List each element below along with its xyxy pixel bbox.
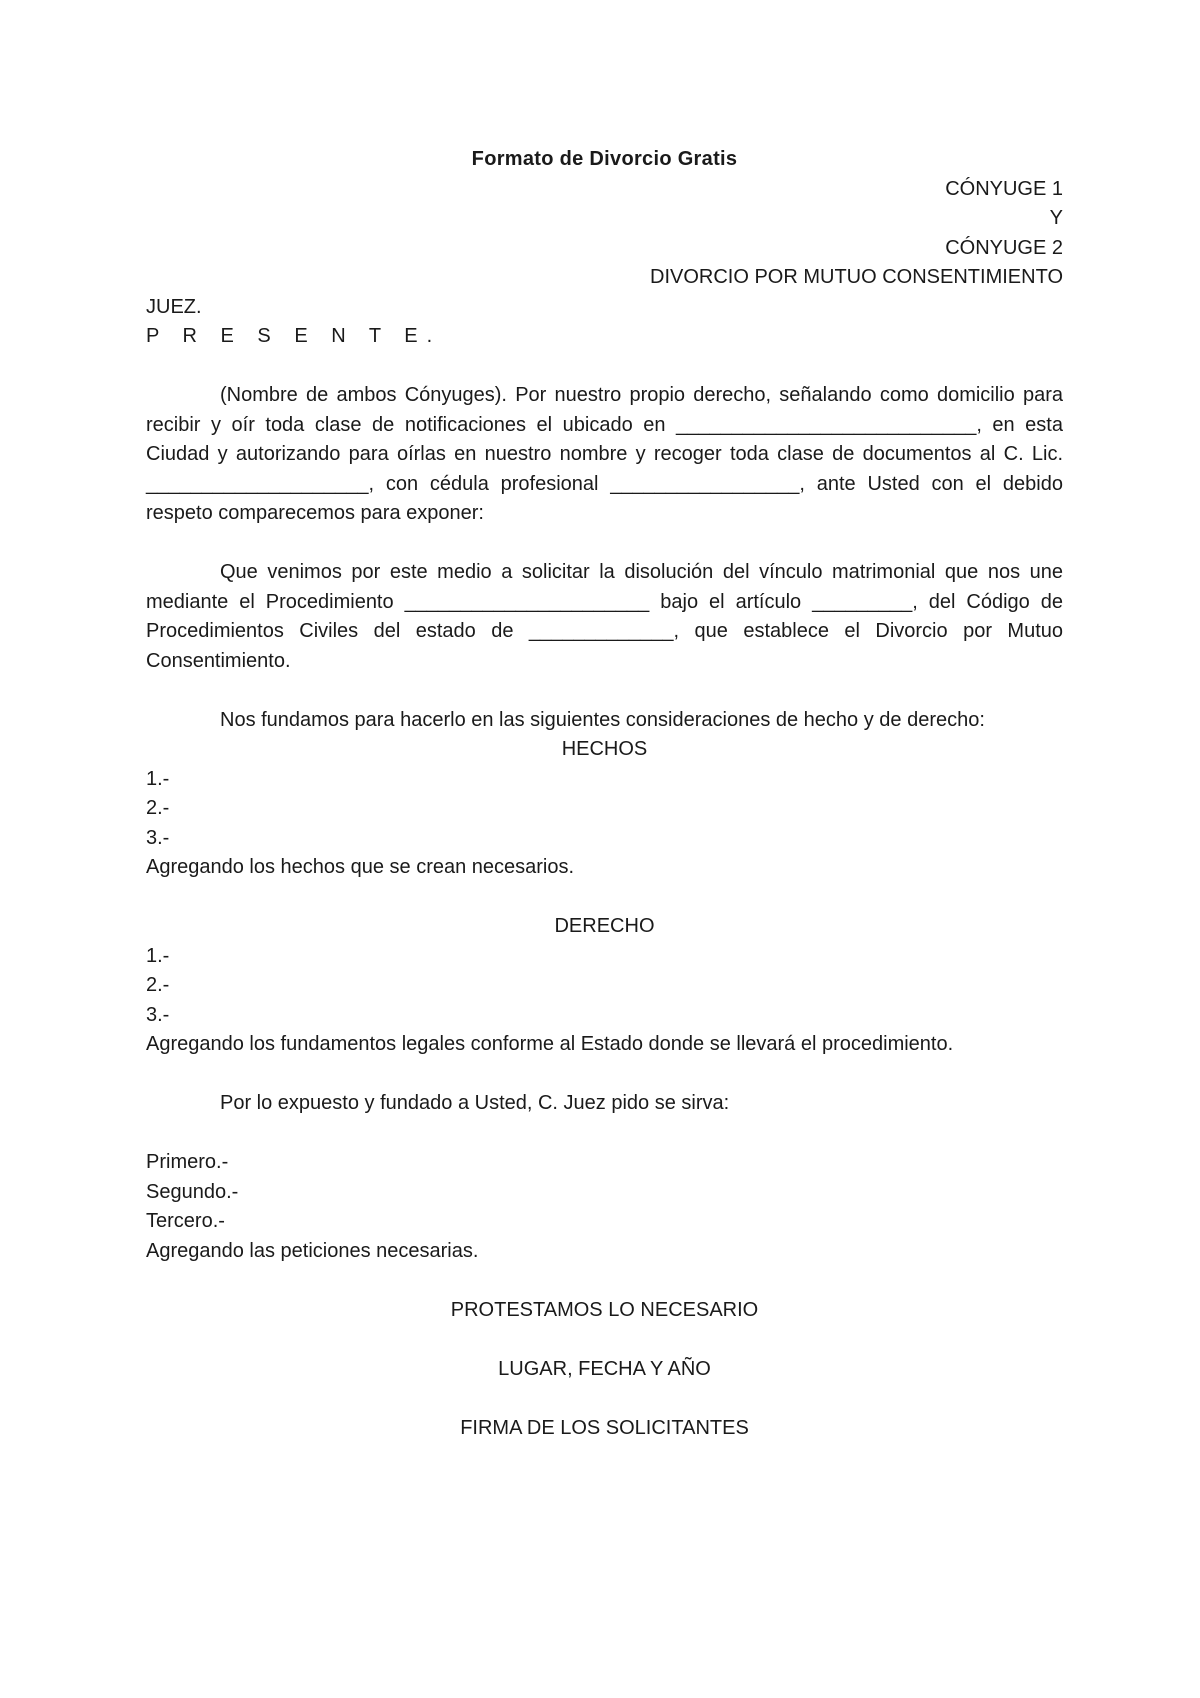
paragraph-solicitud: Que venimos por este medio a solicitar la disolución del vínculo matrimonial que nos une mediante el Procedimiento ______________________ bajo el artículo _________, del Código de Procedimientos Civiles del estado de _____________, que establece el Divorcio por Mutuo Consentimiento. [146,561,1063,672]
paragraph-fundamentos: Nos fundamos para hacerlo en las siguientes consideraciones de hecho y de derecho: [220,708,985,731]
header-conjunction: Y [1049,207,1063,229]
addressee: JUEZ. [146,295,202,318]
hechos-item-2: 2.- [146,797,170,819]
header-spouse-1: CÓNYUGE 1 [945,177,1063,200]
spacer [146,352,1063,382]
closing-lugar-fecha: LUGAR, FECHA Y AÑO [498,1357,711,1380]
spacer [146,529,1063,559]
paragraph-comparecencia: (Nombre de ambos Cónyuges). Por nuestro propio derecho, señalando como domicilio para recibir y oír toda clase de notificaciones el ubicado en ___________________________, en esta Ciudad y autorizando para oírlas en nuestro nombre y recoger toda clase de documentos al C. Lic. ____________________, con cédula profesional _________________, ante Usted con el debido respeto comparecemos para exponer: [146,384,1063,524]
document-body [146,145,1063,1443]
peticion-tercero: Tercero.- [146,1210,225,1232]
derecho-item-3: 3.- [146,1003,170,1026]
spacer [146,1060,1063,1090]
hechos-heading: HECHOS [561,738,648,760]
hechos-item-3: 3.- [146,826,170,849]
spacer [146,676,1063,706]
peticiones-note: Agregando las peticiones necesarias. [146,1239,479,1262]
spacer [146,1266,1063,1296]
spacer [146,1325,1063,1355]
derecho-heading: DERECHO [554,915,655,937]
paragraph-peticion: Por lo expuesto y fundado a Usted, C. Juez pido se sirva: [220,1092,730,1114]
peticion-segundo: Segundo.- [146,1180,239,1203]
spacer [146,1119,1063,1149]
header-spouse-2: CÓNYUGE 2 [945,236,1063,259]
hechos-note: Agregando los hechos que se crean necesarios. [146,856,575,878]
closing-firma: FIRMA DE LOS SOLICITANTES [460,1416,749,1439]
peticion-primero: Primero.- [146,1151,229,1173]
header-case-type: DIVORCIO POR MUTUO CONSENTIMIENTO [650,266,1063,288]
presente-line: P R E S E N T E. [146,325,442,347]
spacer [146,883,1063,913]
derecho-item-2: 2.- [146,974,170,996]
closing-protesta: PROTESTAMOS LO NECESARIO [450,1298,759,1321]
derecho-note: Agregando los fundamentos legales conforme al Estado donde se llevará el procedimiento. [146,1033,954,1055]
derecho-item-1: 1.- [146,944,170,967]
spacer [146,1384,1063,1414]
hechos-item-1: 1.- [146,767,170,790]
document-title: Formato de Divorcio Gratis [471,148,738,170]
